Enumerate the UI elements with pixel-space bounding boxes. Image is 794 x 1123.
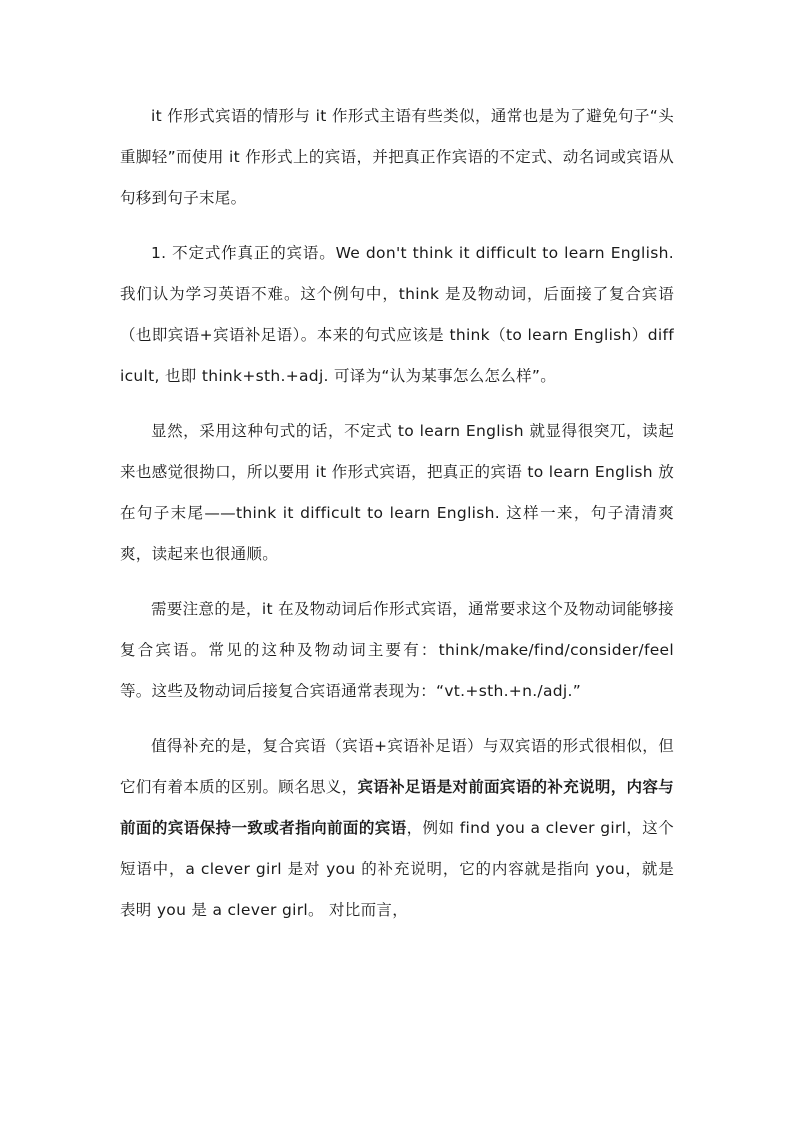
paragraph-explanation: 显然，采用这种句式的话，不定式 to learn English 就显得很突兀，读起来也感觉很拗口，所以要用 it 作形式宾语，把真正的宾语 to learn English 放在句子末尾——think it difficult to learn English. 这样一来，句子清清爽爽，读起来也很通顺。 (120, 422, 674, 563)
paragraph-infinitive-object: 1. 不定式作真正的宾语。We don't think it difficult to learn English. 我们认为学习英语不难。这个例句中，think 是及物动词，后面接了复合宾语（也即宾语+宾语补足语）。本来的句式应该是 think（to learn English）difficult, 也即 think+sth.+adj. 可译为“认为某事怎么怎么样”。 (120, 244, 674, 385)
paragraph-text: ，例如 find you a clever girl，这个短语中，a clever girl 是对 you 的补充说明，它的内容就是指向 you，就是表明 you 是 a clever girl。 对比而言， (120, 819, 674, 919)
document-body (120, 96, 674, 945)
paragraph-compound-vs-double-object (120, 726, 674, 931)
paragraph-text: 值得补充的是，复合宾语（宾语+宾语补足语）与双宾语的形式很相似，但它们有着本质的区别。顾名思义， (120, 737, 674, 796)
paragraph-note-verbs: 需要注意的是，it 在及物动词后作形式宾语，通常要求这个及物动词能够接复合宾语。常见的这种及物动词主要有：think/make/find/consider/feel 等。这些及物动词后接复合宾语通常表现为：“vt.+sth.+n./adj.” (120, 600, 674, 700)
paragraph-formal-object-intro: it 作形式宾语的情形与 it 作形式主语有些类似，通常也是为了避免句子“头重脚轻”而使用 it 作形式上的宾语，并把真正作宾语的不定式、动名词或宾语从句移到句子末尾。 (120, 107, 674, 207)
bold-definition: 宾语补足语是对前面宾语的补充说明，内容与前面的宾语保持一致或者指向前面的宾语 (120, 778, 674, 837)
